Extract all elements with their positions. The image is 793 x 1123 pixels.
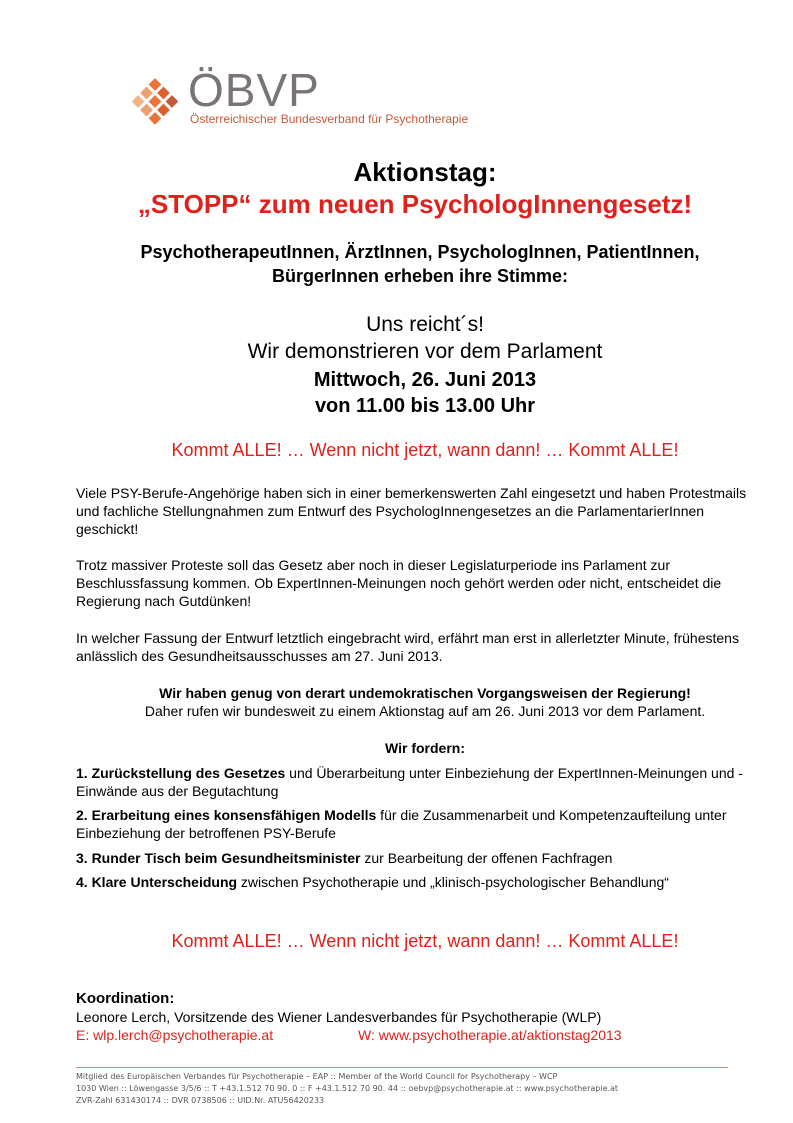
footer [76,1071,756,1107]
demand-3 [76,849,766,867]
paragraph-text: Trotz massiver Proteste soll das Gesetz aber noch in dieser Legislaturperiode ins Parlament zur Beschlussfassung kommen. Ob ExpertInnen-Meinungen noch gehört werden oder nicht, entscheidet die Regierung nach Gutdünken! [76,557,722,609]
logo-subtitle: Österreichischer Bundesverband für Psychotherapie [190,112,469,126]
demand-item [76,849,766,867]
announcement-line-2: Wir demonstrieren vor dem Parlament [247,340,603,363]
demand-item [76,873,766,891]
event-time: von 11.00 bis 13.00 Uhr [314,395,536,417]
demands-heading: Wir fordern: [385,740,465,756]
demand-text: und Überarbeitung unter Einbeziehung der ExpertInnen-Meinungen und -Einwände aus der Begutachtung [76,765,743,799]
page-title: Aktionstag: [353,157,497,187]
statement [60,684,790,720]
statement-bold: Wir haben genug von derart undemokratischen Vorgangsweisen der Regierung! [159,685,691,701]
footer-line-3: ZVR-Zahl 631430174 :: DVR 0738506 :: UID.Nr. ATU56420233 [76,1096,325,1105]
paragraph-text: Viele PSY-Berufe-Angehörige haben sich in einer bemerkenswerten Zahl eingesetzt und haben Protestmails und fachliche Stellungnahmen zum Entwurf des PsychologInnengesetzes an die ParlamentarierInnen geschickt! [76,485,747,537]
demand-text: zur Bearbeitung der offenen Fachfragen [360,850,613,866]
paragraph-2 [76,556,766,610]
paragraph-1 [76,484,766,538]
demand-item [76,764,766,800]
footer-line-1: Mitglied des Europäischen Verbandes für Psychotherapie – EAP :: Member of the World Council for Psychotherapy – WCP [76,1072,558,1081]
subheading-line-1: PsychotherapeutInnen, ÄrztInnen, PsychologInnen, PatientInnen, [140,242,700,262]
demand-1 [76,764,766,800]
logo-wordmark: ÖBVP [188,64,320,116]
demand-item [76,806,766,842]
contact-heading: Koordination: [76,990,175,1007]
call-to-action-top: Kommt ALLE! … Wenn nicht jetzt, wann dann! … Kommt ALLE! [171,440,679,460]
paragraph-text: In welcher Fassung der Entwurf letztlich eingebracht wird, erfährt man erst in allerletzter Minute, frühestens anlässlich des Gesundheitsausschusses am 27. Juni 2013. [76,630,739,664]
demand-title: 1. Zurückstellung des Gesetzes [76,765,286,781]
oebvp-logo [126,62,526,142]
demand-text: zwischen Psychotherapie und „klinisch-psychologischer Behandlung“ [237,874,669,890]
footer-divider [76,1067,728,1068]
statement-plain: Daher rufen wir bundesweit zu einem Aktionstag auf am 26. Juni 2013 vor dem Parlament. [144,703,706,719]
contact-person: Leonore Lerch, Vorsitzende des Wiener Landesverbandes für Psychotherapie (WLP) [76,1009,602,1025]
demand-title: 2. Erarbeitung eines konsensfähigen Modells [76,807,377,823]
contact-web-link[interactable]: W: www.psychotherapie.at/aktionstag2013 [358,1027,622,1043]
demand-title: 4. Klare Unterscheidung [76,874,238,890]
demand-title: 3. Runder Tisch beim Gesundheitsminister [76,850,361,866]
demand-text: für die Zusammenarbeit und Kompetenzaufteilung unter Einbeziehung der betroffenen PSY-Berufe [76,807,727,841]
footer-line-2: 1030 Wien :: Löwengasse 3/5/6 :: T +43.1.512 70 90. 0 :: F +43.1.512 70 90. 44 :: oebvp@psychotherapie.at :: www.psychotherapie.at [76,1084,619,1093]
demand-4 [76,873,766,891]
contact-email-link[interactable]: E: wlp.lerch@psychotherapie.at [76,1027,274,1043]
slogan-heading: „STOPP“ zum neuen PsychologInnengesetz! [137,189,693,219]
paragraph-3 [76,629,766,665]
subheading [55,240,785,288]
event-date: Mittwoch, 26. Juni 2013 [313,369,537,391]
announcement-line-1: Uns reicht´s! [366,313,484,336]
call-to-action-bottom: Kommt ALLE! … Wenn nicht jetzt, wann dann! … Kommt ALLE! [171,931,679,951]
diamond-grid-icon [126,76,184,134]
demand-2 [76,806,766,842]
subheading-line-2: BürgerInnen erheben ihre Stimme: [271,266,569,286]
